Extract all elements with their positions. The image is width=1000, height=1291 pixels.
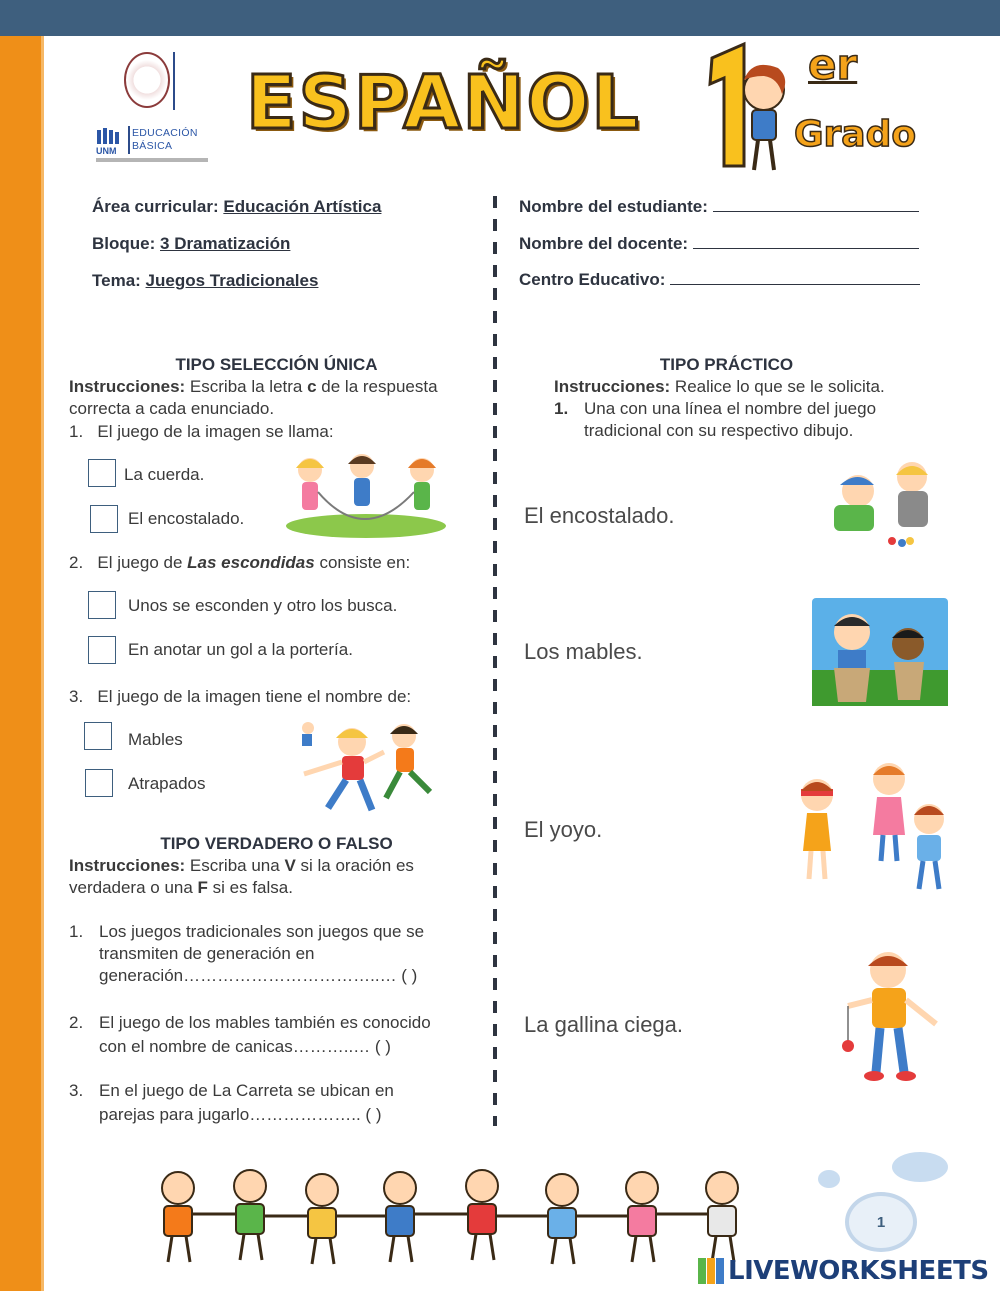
nombre-estudiante-row [519,197,919,217]
vf-instr-d: si es falsa. [207,878,293,897]
q2-text-b: consiste en: [314,553,411,572]
question-3 [69,686,411,708]
practico-instructions [554,376,885,398]
instr-line2: correcta a cada enunciado. [69,399,275,418]
question-2 [69,552,410,574]
page-number: 1 [876,1213,886,1231]
grade-one-mascot-icon [682,38,792,178]
liveworksheets-logo-icon [698,1258,724,1284]
match-name-encostalado[interactable]: El encostalado. [524,503,675,528]
q1-option-1-label: La cuerda. [124,465,205,484]
vf-instr-label: Instrucciones: [69,856,186,875]
page-title: ESPAÑOL [246,60,641,146]
match-name-gallina-ciega[interactable]: La gallina ciega. [524,1012,684,1037]
educacion-basica-logo [96,124,216,164]
vf-instr-a: Escriba una [185,856,285,875]
grade-word: Grado [794,114,917,155]
centro-educativo-field[interactable] [670,270,920,285]
vf-title: TIPO VERDADERO O FALSO [160,834,393,853]
q1-option-2-checkbox[interactable] [90,505,118,533]
vf-instructions [69,855,494,899]
q2-text-a: El juego de [97,553,188,572]
seleccion-title: TIPO SELECCIÓN ÚNICA [175,355,378,374]
sack-race-picture-icon[interactable] [812,598,948,706]
area-label: Área curricular: [92,197,219,216]
area-curricular-row [92,197,381,217]
q2-num: 2. [69,553,84,572]
tag-game-image-icon [284,712,454,816]
decor-bubble [892,1152,948,1182]
jump-rope-image-icon [284,446,448,538]
area-value: Educación Artística [223,197,382,216]
vf-item-2-line1: El juego de los mables también es conocido [99,1013,431,1032]
q3-text: El juego de la imagen tiene el nombre de: [97,687,412,706]
vf-instr-c: verdadera o una [69,878,198,897]
vf-instr-b: si la oración es [295,856,414,875]
vf-item-2-line2: con el nombre de canicas………..… ( ) [99,1037,391,1056]
logo-text-educacion: EDUCACIÓN [132,127,198,139]
blind-mans-buff-picture-icon[interactable] [793,755,953,905]
q3-num: 3. [69,687,84,706]
liveworksheets-brand[interactable]: LIVEWORKSHEETS [728,1256,989,1286]
q2-option-1-checkbox[interactable] [88,591,116,619]
logo-underline [96,158,208,162]
vf-instr-v: V [284,856,296,875]
bloque-label: Bloque: [92,234,156,253]
match-name-yoyo[interactable]: El yoyo. [524,817,603,842]
tema-row [92,271,318,291]
decor-bubble-small [818,1170,840,1188]
q2-option-2-label: En anotar un gol a la portería. [128,640,353,659]
vf-item-2-num: 2. [69,1013,84,1032]
logo-unm-text: UNM [96,146,117,156]
yoyo-picture-icon[interactable] [832,948,944,1084]
vf-instr-f: F [197,878,208,897]
top-bar [0,0,1000,36]
practico-item-line1: Una con una línea el nombre del juego [584,399,877,418]
vf-item-1-line1: Los juegos tradicionales son juegos que se [99,922,425,941]
vf-item-1-line3: generación……………………………..… ( ) [99,966,418,985]
q3-option-2-checkbox[interactable] [85,769,113,797]
bloque-row [92,234,290,254]
practico-title: TIPO PRÁCTICO [659,355,794,374]
institution-seal-icon [124,52,170,108]
tema-label: Tema: [92,271,141,290]
instr-text-b: de la respuesta [316,377,438,396]
practico-item-line2: tradicional con su respectivo dibujo. [584,421,854,440]
bloque-value: 3 Dramatización [160,234,291,253]
q2-option-2-checkbox[interactable] [88,636,116,664]
vf-item-3-num: 3. [69,1081,84,1100]
nombre-docente-field[interactable] [693,234,919,249]
match-name-mables[interactable]: Los mables. [524,639,643,664]
column-divider [493,196,497,1126]
vf-item-3-line2: parejas para jugarlo……………….. ( ) [99,1105,382,1124]
nombre-docente-label: Nombre del docente: [519,234,689,253]
q1-option-1-checkbox[interactable] [88,459,116,487]
marbles-picture-icon[interactable] [810,455,945,550]
side-bar [0,36,44,1291]
instr-label: Instrucciones: [69,377,186,396]
q3-option-1-label: Mables [128,730,183,749]
vf-item-3-line1: En el juego de La Carreta se ubican en [99,1081,394,1100]
centro-educativo-label: Centro Educativo: [519,270,666,289]
nombre-estudiante-field[interactable] [713,197,919,212]
nombre-docente-row [519,234,919,254]
question-1 [69,421,334,443]
practico-instr-text: Realice lo que se le solicita. [670,377,885,396]
q2-option-1-label: Unos se esconden y otro los busca. [128,596,398,615]
logo-separator [128,126,130,154]
centro-educativo-row [519,270,920,290]
page-number-badge [845,1192,917,1252]
q1-option-2-label: El encostalado. [128,509,245,528]
practico-instr-label: Instrucciones: [554,377,671,396]
practico-item-num: 1. [554,399,569,418]
nombre-estudiante-label: Nombre del estudiante: [519,197,708,216]
instr-text-a: Escriba la letra [185,377,308,396]
q2-text-em: Las escondidas [187,553,315,572]
books-icon [96,126,124,146]
grade-suffix: er [808,40,858,89]
seal-divider [173,52,175,110]
vf-item-1-num: 1. [69,922,84,941]
q3-option-1-checkbox[interactable] [84,722,112,750]
q1-num: 1. [69,422,84,441]
tema-value: Juegos Tradicionales [145,271,319,290]
vf-item-1-line2: transmiten de generación en [99,944,315,963]
q1-text: El juego de la imagen se llama: [97,422,334,441]
q3-option-2-label: Atrapados [128,774,206,793]
kids-banner-icon [142,1158,792,1270]
instr-letter: c [307,377,317,396]
seleccion-instructions [69,376,494,420]
logo-text-basica: BÁSICA [132,140,173,152]
